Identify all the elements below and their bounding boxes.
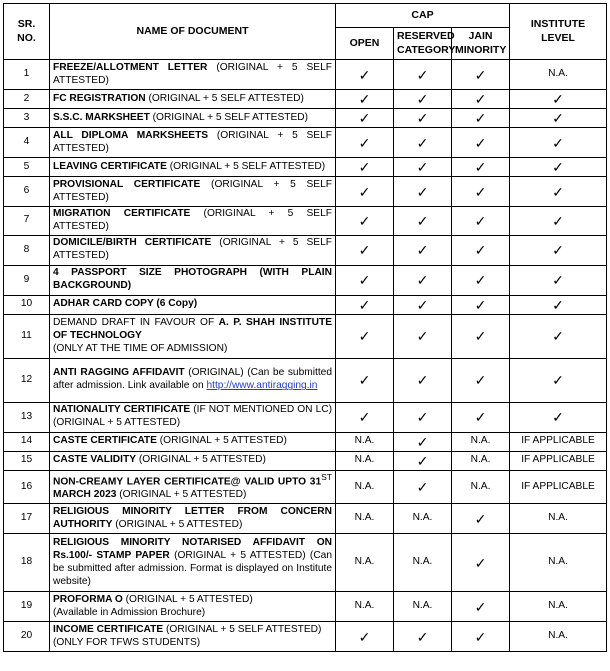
institute-cell: N.A. — [510, 622, 607, 652]
jain-cell-check-icon: ✓ — [452, 592, 510, 622]
document-name-superscript: ST — [321, 471, 332, 482]
table-row — [4, 207, 607, 236]
document-name — [50, 177, 336, 207]
header-cap: CAP — [336, 4, 510, 28]
jain-cell-check-icon: ✓ — [452, 622, 510, 652]
document-name-detail: (ORIGINAL + 5 ATTESTED) — [122, 593, 253, 605]
row-sr-no: 4 — [4, 128, 50, 158]
document-name — [50, 358, 336, 402]
open-cell-check-icon: ✓ — [336, 109, 394, 128]
jain-cell-check-icon: ✓ — [452, 128, 510, 158]
jain-cell: N.A. — [452, 451, 510, 470]
table-row — [4, 177, 607, 207]
open-cell: N.A. — [336, 592, 394, 622]
table-row — [4, 314, 607, 358]
reserved-cell-check-icon: ✓ — [394, 177, 452, 207]
institute-cell-check-icon: ✓ — [510, 235, 607, 265]
header-institute-level: INSTITUTE LEVEL — [510, 4, 607, 60]
jain-cell-check-icon: ✓ — [452, 235, 510, 265]
open-cell: N.A. — [336, 432, 394, 451]
reserved-cell-check-icon: ✓ — [394, 207, 452, 236]
document-name-note: (Available in Admission Brochure) — [53, 606, 206, 618]
table-row — [4, 265, 607, 295]
open-cell-check-icon: ✓ — [336, 207, 394, 236]
document-name-detail: (ORIGINAL + 5 SELF ATTESTED) — [53, 178, 332, 203]
table-row — [4, 109, 607, 128]
table-row — [4, 235, 607, 265]
institute-cell-check-icon: ✓ — [510, 314, 607, 358]
document-name — [50, 504, 336, 534]
document-name-bold: CASTE VALIDITY — [53, 454, 137, 466]
jain-cell-check-icon: ✓ — [452, 402, 510, 432]
row-sr-no: 12 — [4, 358, 50, 402]
document-name-detail: (IF NOT MENTIONED ON LC) (ORIGINAL + 5 ATTESTED) — [53, 404, 332, 429]
document-name-bold: NON-CREAMY LAYER CERTIFICATE@ VALID UPTO 31 — [53, 476, 322, 488]
open-cell-check-icon: ✓ — [336, 90, 394, 109]
jain-cell-check-icon: ✓ — [452, 265, 510, 295]
reserved-cell-check-icon: ✓ — [394, 358, 452, 402]
document-name — [50, 295, 336, 314]
jain-cell: N.A. — [452, 470, 510, 503]
table-row — [4, 534, 607, 592]
document-name-detail: (ORIGINAL + 5 ATTESTED) — [116, 489, 247, 501]
document-name-bold: S.S.C. MARKSHEET — [53, 111, 150, 123]
row-sr-no: 9 — [4, 265, 50, 295]
table-row — [4, 470, 607, 503]
document-name-detail: (ORIGINAL + 5 ATTESTED) — [156, 435, 287, 447]
open-cell-check-icon: ✓ — [336, 235, 394, 265]
document-name — [50, 432, 336, 451]
institute-cell-check-icon: ✓ — [510, 295, 607, 314]
document-name-bold: ANTI RAGGING AFFIDAVIT — [53, 367, 185, 379]
document-name — [50, 128, 336, 158]
jain-cell-check-icon: ✓ — [452, 314, 510, 358]
document-name-detail: (ORIGINAL + 5 SELF ATTESTED) — [53, 208, 332, 232]
row-sr-no: 2 — [4, 90, 50, 109]
document-name-detail: (ORIGINAL) (Can be submitted after admission. Link available on — [53, 367, 332, 392]
institute-cell: N.A. — [510, 592, 607, 622]
reserved-cell: N.A. — [394, 534, 452, 592]
institute-cell-check-icon: ✓ — [510, 90, 607, 109]
institute-cell-check-icon: ✓ — [510, 109, 607, 128]
document-name-bold: 4 PASSPORT SIZE PHOTOGRAPH (WITH PLAIN BACKGROUND) — [53, 267, 332, 292]
header-jain-minority: JAIN MINORITY — [452, 28, 510, 60]
document-name-bold: ALL DIPLOMA MARKSHEETS — [53, 129, 209, 141]
document-name — [50, 158, 336, 177]
document-name-bold: LEAVING CERTIFICATE — [53, 160, 167, 172]
document-name — [50, 622, 336, 652]
jain-cell-check-icon: ✓ — [452, 504, 510, 534]
document-name-detail: (ORIGINAL + 5 ATTESTED) — [112, 518, 243, 530]
table-row — [4, 60, 607, 90]
reserved-cell-check-icon: ✓ — [394, 109, 452, 128]
document-name-bold: A. P. SHAH INSTITUTE OF TECHNOLOGY — [53, 316, 332, 341]
table-row — [4, 90, 607, 109]
row-sr-no: 18 — [4, 534, 50, 592]
documents-table-body — [4, 60, 607, 652]
table-row — [4, 295, 607, 314]
open-cell-check-icon: ✓ — [336, 265, 394, 295]
reserved-cell: N.A. — [394, 504, 452, 534]
institute-cell-check-icon: ✓ — [510, 177, 607, 207]
document-name — [50, 314, 336, 358]
document-name-detail: (ORIGINAL + 5 SELF ATTESTED) — [166, 160, 326, 172]
table-row — [4, 402, 607, 432]
document-name-bold: FREEZE/ALLOTMENT LETTER — [53, 61, 208, 73]
document-name-bold-continued: MARCH 2023 — [53, 489, 117, 501]
document-name-detail: (ORIGINAL + 5 SELF ATTESTED) — [53, 61, 332, 86]
document-name — [50, 207, 336, 236]
row-sr-no: 8 — [4, 235, 50, 265]
jain-cell-check-icon: ✓ — [452, 60, 510, 90]
document-name-bold: FC REGISTRATION — [53, 92, 146, 104]
header-open: OPEN — [336, 28, 394, 60]
document-name-detail: (ORIGINAL + 5 SELF ATTESTED) — [53, 237, 332, 262]
header-reserved-category: RESERVED CATEGORY — [394, 28, 452, 60]
documents-table — [3, 3, 607, 652]
row-sr-no: 20 — [4, 622, 50, 652]
document-name-detail: (ORIGINAL + 5 SELF ATTESTED) — [149, 111, 309, 123]
table-row — [4, 432, 607, 451]
reserved-cell-check-icon: ✓ — [394, 235, 452, 265]
open-cell-check-icon: ✓ — [336, 402, 394, 432]
table-row — [4, 128, 607, 158]
document-name-bold: MIGRATION CERTIFICATE — [53, 208, 191, 219]
document-name-detail: (ORIGINAL + 5 ATTESTED) — [136, 454, 266, 466]
row-sr-no: 11 — [4, 314, 50, 358]
document-name-bold: RELIGIOUS MINORITY LETTER FROM CONCERN AUTHORITY — [53, 505, 332, 530]
row-sr-no: 1 — [4, 60, 50, 90]
jain-cell-check-icon: ✓ — [452, 207, 510, 236]
document-name-note: (ONLY AT THE TIME OF ADMISSION) — [53, 342, 228, 354]
jain-cell-check-icon: ✓ — [452, 90, 510, 109]
institute-cell: N.A. — [510, 60, 607, 90]
jain-cell-check-icon: ✓ — [452, 534, 510, 592]
document-name-detail: (ORIGINAL + 5 SELF ATTESTED) — [53, 129, 332, 154]
document-name-bold: ADHAR CARD COPY (6 Copy) — [53, 298, 198, 310]
document-name — [50, 60, 336, 90]
jain-cell-check-icon: ✓ — [452, 358, 510, 402]
reserved-cell-check-icon: ✓ — [394, 402, 452, 432]
document-name-detail: (ORIGINAL + 5 ATTESTED) (Can be submitted after admission. Format is displayed on Institute website) — [53, 549, 333, 587]
open-cell-check-icon: ✓ — [336, 314, 394, 358]
reserved-cell-check-icon: ✓ — [394, 314, 452, 358]
jain-cell-check-icon: ✓ — [452, 177, 510, 207]
reserved-cell: N.A. — [394, 592, 452, 622]
table-row — [4, 158, 607, 177]
reserved-cell-check-icon: ✓ — [394, 128, 452, 158]
institute-cell: IF APPLICABLE — [510, 470, 607, 503]
row-sr-no: 19 — [4, 592, 50, 622]
document-name — [50, 265, 336, 295]
document-name-bold: CASTE CERTIFICATE — [53, 435, 157, 447]
document-name — [50, 534, 336, 592]
document-name-bold: PROVISIONAL CERTIFICATE — [53, 178, 201, 190]
row-sr-no: 13 — [4, 402, 50, 432]
open-cell-check-icon: ✓ — [336, 358, 394, 402]
open-cell: N.A. — [336, 534, 394, 592]
document-name-bold: NATIONALITY CERTIFICATE — [53, 404, 191, 416]
reserved-cell-check-icon: ✓ — [394, 622, 452, 652]
jain-cell-check-icon: ✓ — [452, 109, 510, 128]
document-name — [50, 470, 336, 503]
row-sr-no: 10 — [4, 295, 50, 314]
document-name-bold: INCOME CERTIFICATE — [53, 623, 164, 635]
row-sr-no: 5 — [4, 158, 50, 177]
institute-cell: IF APPLICABLE — [510, 451, 607, 470]
reserved-cell-check-icon: ✓ — [394, 470, 452, 503]
open-cell-check-icon: ✓ — [336, 295, 394, 314]
document-name — [50, 109, 336, 128]
open-cell-check-icon: ✓ — [336, 158, 394, 177]
row-sr-no: 7 — [4, 207, 50, 236]
open-cell-check-icon: ✓ — [336, 128, 394, 158]
document-name-bold: RELIGIOUS MINORITY NOTARISED AFFIDAVIT ON Rs.100/- STAMP PAPER — [53, 536, 332, 561]
document-name-bold: PROFORMA O — [53, 593, 123, 605]
institute-cell-check-icon: ✓ — [510, 207, 607, 236]
table-row — [4, 622, 607, 652]
reserved-cell-check-icon: ✓ — [394, 432, 452, 451]
header-row-top — [4, 4, 607, 28]
row-sr-no: 3 — [4, 109, 50, 128]
document-name — [50, 235, 336, 265]
institute-cell-check-icon: ✓ — [510, 265, 607, 295]
open-cell-check-icon: ✓ — [336, 60, 394, 90]
reserved-cell-check-icon: ✓ — [394, 90, 452, 109]
open-cell-check-icon: ✓ — [336, 622, 394, 652]
jain-cell: N.A. — [452, 432, 510, 451]
row-sr-no: 14 — [4, 432, 50, 451]
table-row — [4, 451, 607, 470]
document-name-note: (ONLY FOR TFWS STUDENTS) — [53, 636, 201, 648]
document-name — [50, 90, 336, 109]
document-name-bold: DOMICILE/BIRTH CERTIFICATE — [53, 237, 212, 249]
institute-cell-check-icon: ✓ — [510, 358, 607, 402]
reserved-cell-check-icon: ✓ — [394, 451, 452, 470]
reserved-cell-check-icon: ✓ — [394, 295, 452, 314]
document-name — [50, 451, 336, 470]
open-cell: N.A. — [336, 451, 394, 470]
header-sr-no: SR. NO. — [4, 4, 50, 60]
open-cell: N.A. — [336, 504, 394, 534]
row-sr-no: 16 — [4, 470, 50, 503]
jain-cell-check-icon: ✓ — [452, 158, 510, 177]
document-name-detail: (ORIGINAL + 5 SELF ATTESTED) — [163, 623, 322, 635]
institute-cell-check-icon: ✓ — [510, 158, 607, 177]
reserved-cell-check-icon: ✓ — [394, 265, 452, 295]
header-name-of-document: NAME OF DOCUMENT — [50, 4, 336, 60]
reserved-cell-check-icon: ✓ — [394, 158, 452, 177]
document-name-prefix: DEMAND DRAFT IN FAVOUR OF — [53, 316, 219, 328]
table-row — [4, 358, 607, 402]
table-row — [4, 592, 607, 622]
document-name-detail: (ORIGINAL + 5 SELF ATTESTED) — [145, 92, 304, 104]
institute-cell: IF APPLICABLE — [510, 432, 607, 451]
document-name — [50, 402, 336, 432]
institute-cell-check-icon: ✓ — [510, 128, 607, 158]
institute-cell-check-icon: ✓ — [510, 402, 607, 432]
row-sr-no: 17 — [4, 504, 50, 534]
row-sr-no: 15 — [4, 451, 50, 470]
antiragging-link[interactable]: http://www.antiragging.in — [206, 380, 318, 392]
row-sr-no: 6 — [4, 177, 50, 207]
institute-cell: N.A. — [510, 534, 607, 592]
document-name — [50, 592, 336, 622]
open-cell: N.A. — [336, 470, 394, 503]
institute-cell: N.A. — [510, 504, 607, 534]
jain-cell-check-icon: ✓ — [452, 295, 510, 314]
table-row — [4, 504, 607, 534]
reserved-cell-check-icon: ✓ — [394, 60, 452, 90]
open-cell-check-icon: ✓ — [336, 177, 394, 207]
